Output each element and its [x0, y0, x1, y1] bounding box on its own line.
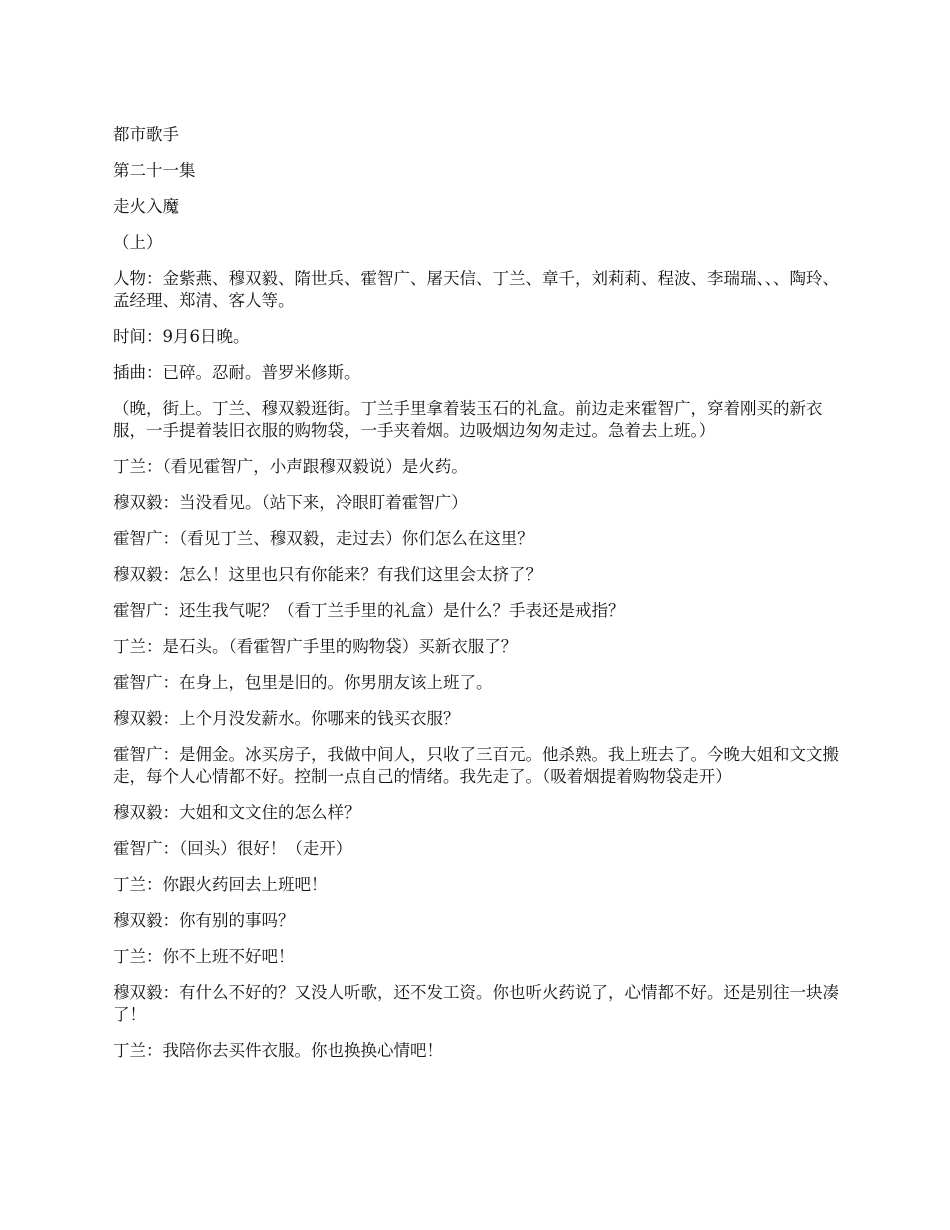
paragraph: 穆双毅：怎么！这里也只有你能来？有我们这里会太挤了？	[113, 565, 542, 584]
paragraph: 穆双毅：你有别的事吗？	[113, 911, 295, 930]
paragraph: 穆双毅：上个月没发薪水。你哪来的钱买衣服？	[113, 709, 460, 728]
paragraph: 霍智广：还生我气呢？（看丁兰手里的礼盒）是什么？手表还是戒指？	[113, 601, 625, 620]
paragraph: 丁兰：是石头。（看霍智广手里的购物袋）买新衣服了？	[113, 637, 518, 656]
paragraph: 丁兰：你不上班不好吧！	[113, 947, 295, 966]
part-label: （上）	[113, 233, 163, 252]
paragraph: 插曲：已碎。忍耐。普罗米修斯。	[113, 363, 361, 382]
episode-label: 第二十一集	[113, 161, 196, 180]
chapter-title: 走火入魔	[113, 197, 179, 216]
paragraph: （晚，街上。丁兰、穆双毅逛街。丁兰手里拿着装玉石的礼盒。前边走来霍智广，穿着刚买的新衣服，一手提着装旧衣服的购物袋，一手夹着烟。边吸烟边匆匆走过。急着去上班。）	[113, 399, 823, 440]
paragraph: 霍智广：是佣金。冰买房子，我做中间人，只收了三百元。他杀熟。我上班去了。今晚大姐和文文搬走，每个人心情都不好。控制一点自己的情绪。我先走了。（吸着烟提着购物袋走开）	[113, 745, 839, 786]
paragraph: 丁兰：我陪你去买件衣服。你也换换心情吧！	[113, 1041, 443, 1060]
paragraph: 时间：9月6日晚。	[113, 327, 250, 346]
document-body	[113, 124, 843, 1076]
paragraph: 穆双毅：有什么不好的？又没人听歌，还不发工资。你也听火药说了，心情都不好。还是别往一块凑了！	[113, 983, 839, 1024]
document-title: 都市歌手	[113, 125, 179, 144]
paragraph: 丁兰：（看见霍智广，小声跟穆双毅说）是火药。	[113, 457, 468, 476]
paragraph: 人物：金紫燕、穆双毅、隋世兵、霍智广、屠天信、丁兰、章千，刘莉莉、程波、李瑞瑞、、、陶玲、孟经理、郑清、客人等。	[113, 269, 839, 310]
paragraph: 霍智广：在身上，包里是旧的。你男朋友该上班了。	[113, 673, 493, 692]
paragraph: 穆双毅：大姐和文文住的怎么样？	[113, 803, 361, 822]
paragraph: 霍智广：（看见丁兰、穆双毅，走过去）你们怎么在这里？	[113, 529, 534, 548]
paragraph: 霍智广：（回头）很好！（走开）	[113, 839, 353, 858]
paragraph: 穆双毅：当没看见。（站下来，冷眼盯着霍智广）	[113, 493, 468, 512]
paragraph: 丁兰：你跟火药回去上班吧！	[113, 875, 328, 894]
